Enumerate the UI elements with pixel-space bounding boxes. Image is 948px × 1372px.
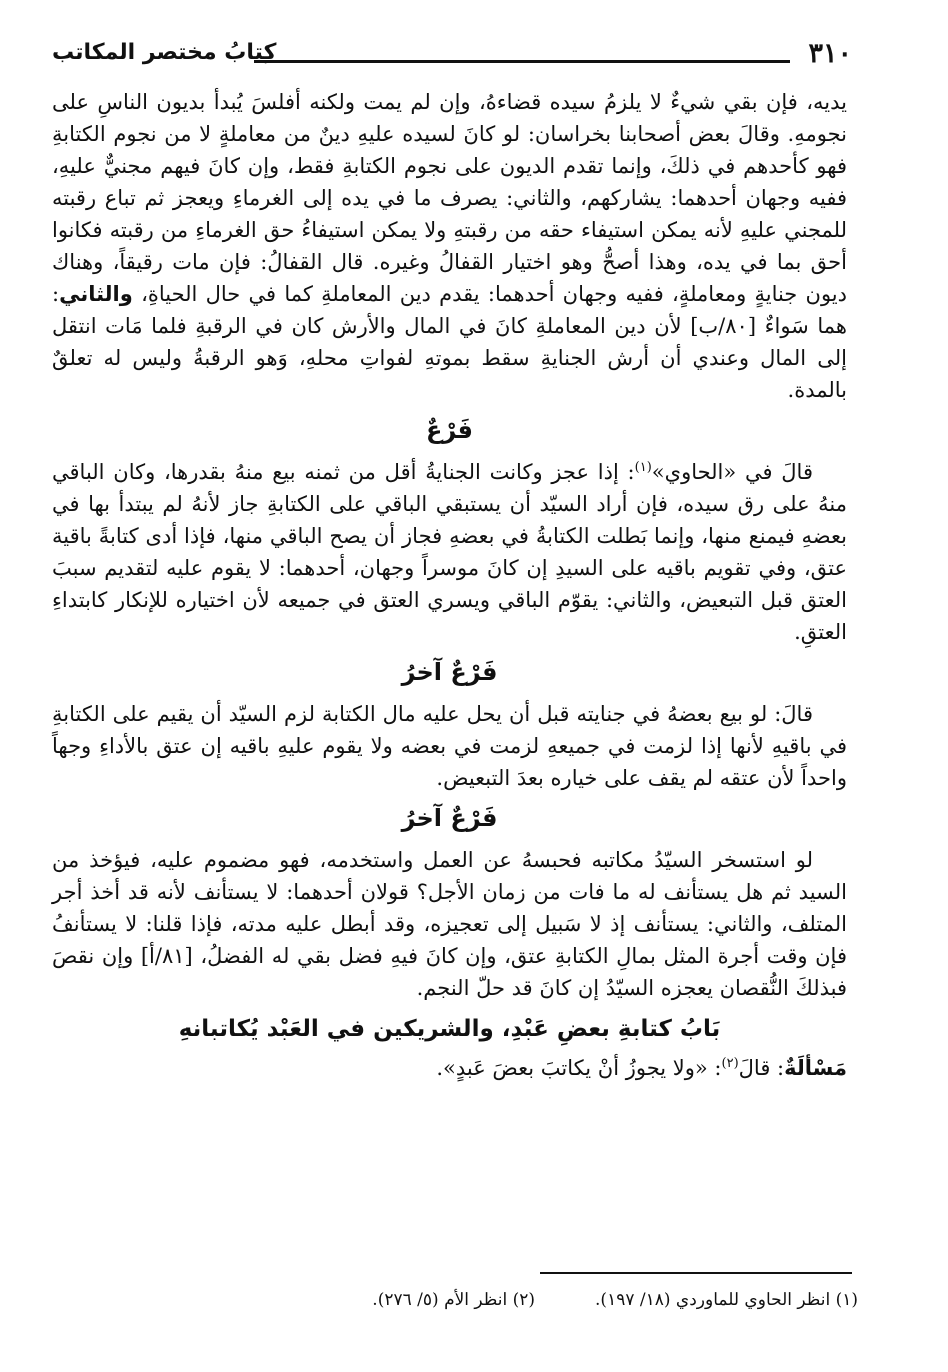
section-heading-2: فَرْعٌ آخرُ <box>401 658 498 686</box>
footnote-rule <box>540 1272 852 1274</box>
paragraph-1-bold-term: والثاني <box>59 282 133 306</box>
page-number: ٣١٠ <box>808 38 852 69</box>
section-heading-3: فَرْعٌ آخرُ <box>401 804 498 832</box>
paragraph-2-text: : إذا عجز وكانت الجنايةُ أقل من ثمنه بيع منهُ بقدرها، وكان الباقي منهُ على رق سيده، فإن أراد السيّد أن يستبقي الباقي على الكتابةِ جاز لأنهُ لم يبتدأ بها في بعضهِ فيمنع منها، وإنما بَطلت الكتابةُ في بعضهِ فجاز أن يصح الباقي منها، فإذا أدى كتابةً باقية عتق، وفي تقويم باقيه على السيدِ إن كانَ موسراً وجهان، أحدهما: لا يقوم عليه لتقديم سببَ العتق قبل التبعيض، والثاني: يقوّم الباقي ويسري العتق في جميعه لأن اختياره للإنكار كابتداءِ العتقِ. <box>52 460 847 644</box>
paragraph-2-opening: قالَ في «الحاوي» <box>651 460 813 484</box>
paragraph-1 <box>52 86 847 406</box>
paragraph-2 <box>52 456 847 648</box>
masala-label: مَسْألَةٌ <box>784 1056 847 1080</box>
paragraph-1-text: يديه، فإن بقي شيءٌ لا يلزمُ سيده قضاءهُ، وإن لم يمت ولكنه أفلسَ يُبدأ بديون الناسِ على نجومهِ. وقالَ بعض أصحابنا بخراسان: لو كانَ لسيده عليهِ دينٌ من معاملةٍ لا من نجوم الكتابةِ فهو كأحدهم في ذلكَ، وإنما تقدم الديون على نجوم الكتابةِ فقط، وإن كانَ فيهم مجنيٌّ عليهِ، ففيه وجهان أحدهما: يشاركهم، والثاني: يصرف ما في يده إلى الغرماءِ ويعجز ثم تباع رقبته للمجني عليهِ لأنه يمكن استيفاء حقه من رقبتهِ ولا يمكن استيفاءُ حق الغرماءِ من رقبته فكانوا أحق بما في يده، وهذا أصحُّ وهو اختيار القفالُ وغيره. قال القفالُ: فإن مات رقيقاً، وهناك ديون جنايةٍ ومعاملةٍ، ففيه وجهان أحدهما: يقدم دين المعاملةِ كما في حال الحياةِ، <box>52 90 847 306</box>
footnote-1: (١) انظر الحاوي للماوردي (١٨/ ١٩٧). <box>595 1290 858 1310</box>
chapter-heading: بَابُ كتابةِ بعضِ عَبْدِ، والشريكين في العَبْد يُكاتبانهِ <box>178 1016 721 1042</box>
masala-line <box>52 1052 847 1084</box>
masala-intro: : قالَ <box>738 1056 785 1080</box>
paragraph-1-continuation: : هما سَواءٌ [٨٠/ب] لأن دين المعاملةِ كانَ في المال والأرش كان في الرقبةِ فلما مَات انتقل إلى المال وعندي أن أرش الجنايةِ سقط بموتهِ لفواتِ محلهِ، وَهو الرقبةُ وليس له تعلقٌ بالمدة. <box>52 282 847 402</box>
masala-quote: : «ولا يجوزُ أنْ يكاتبَ بعضَ عَبدٍ». <box>436 1056 722 1080</box>
footnotes <box>52 1290 858 1310</box>
header-rule <box>254 60 790 63</box>
footnote-ref-2: (٢) <box>721 1056 739 1071</box>
running-title: كِتابُ مختصر المكاتب <box>52 40 277 65</box>
footnote-2: (٢) انظر الأم (٥/ ٢٧٦). <box>372 1290 536 1310</box>
section-heading-1: فَرْعٌ <box>425 416 474 444</box>
paragraph-4: لو استسخر السيّدُ مكاتبه فحبسهُ عن العمل واستخدمه، فهو مضموم عليه، فيؤخذ من السيد ثم هل يستأنف له ما فات من زمان الأجل؟ قولان أحدهما: لا يستأنف لأنه قد أخذ أجر المتلف، والثاني: يستأنف إذ لا سَبيل إلى تعجيزه، وقد أبطل عليه مدته، فإذا قلنا: لا يستأنفُ فإن وقت أجرة المثل بمالِ الكتابةِ عتق، وإن كانَ فيهِ فضل بقي له الفضلُ، [٨١/أ] وإن نقصَ فبذلكَ النُّقصان يعجزه السيّدُ إن كانَ قد حلّ النجم. <box>52 848 847 1000</box>
page-header <box>52 36 852 76</box>
footnote-ref-1: (١) <box>634 460 652 475</box>
page-body <box>52 86 847 1084</box>
paragraph-3: قالَ: لو بيع بعضهُ في جنايته قبل أن يحل عليه مال الكتابة لزم السيّد أن يقيم على الكتابةِ في باقيهِ لأنها إذا لزمت في جميعهِ لزمت في بعضه ولا يقوم عليهِ باقيه إن عتق بالأداءِ وجهاً واحداً لأن عتقه لم يقف على خياره بعدَ التبعيض. <box>52 702 847 790</box>
